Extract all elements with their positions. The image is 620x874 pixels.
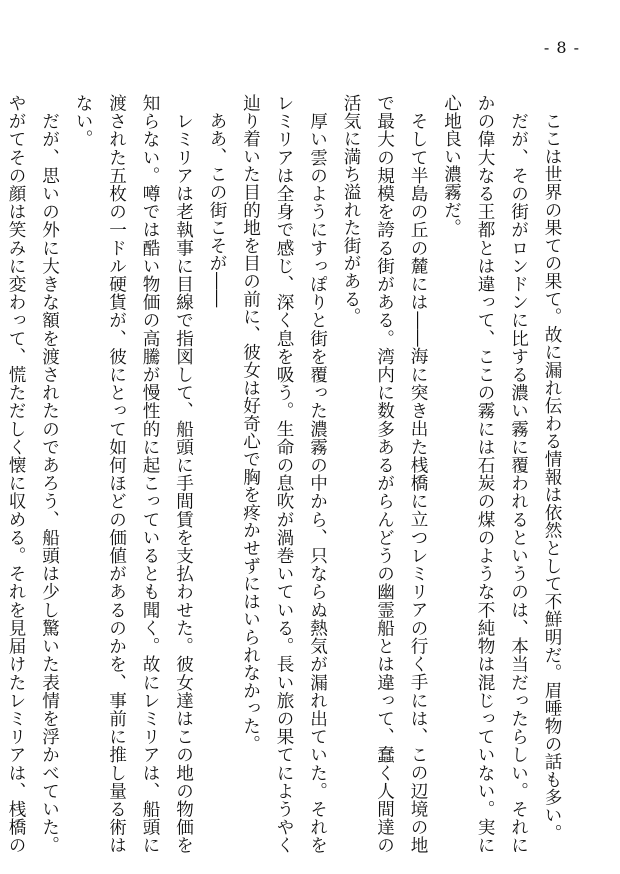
paragraph-2: だが、その街がロンドンに比する濃い霧に覆われるというのは、本当だったらしい。それにかの偉大なる王都とは違って、ここの霧には石炭の煤のような不純物は混じっていない。実に心地良い濃霧だ。: [441, 94, 529, 854]
paragraph-6: レミリアは老執事に目線で指図して、船頭に手間賃を支払わせた。彼女達はこの地の物価を知らない。噂では酷い物価の高騰が慢性的に起こっているとも聞く。故にレミリアは、船頭に渡された五枚の一ドル硬貨が、彼にとって如何ほどの価値があるのかを、事前に推し量る術はない。: [73, 94, 194, 854]
vertical-text-body: [6, 94, 568, 854]
paragraph-4: 厚い雲のようにすっぽりと街を覆った濃霧の中から、只ならぬ熱気が漏れ出ていた。それをレミリアは全身で感じ、深く息を吸う。生命の息吹が渦巻いている。長い旅の果てにようやく辿り着いた目的地を目の前に、彼女は好奇心で胸を疼かせずにはいられなかった。: [240, 94, 328, 854]
paragraph-1: ここは世界の果ての果て。故に漏れ伝わる情報は依然として不鮮明だ。眉唾物の話も多い。: [542, 94, 562, 842]
paragraph-3: そして半島の丘の麓には――海に突き出た桟橋に立つレミリアの行く手には、この辺境の地で最大の規模を誇る街がある。湾内に数多あるがらんどうの幽霊船とは違って、蠢く人間達の活気に満ち溢れた街がある。: [341, 94, 428, 854]
page-number: - 8 -: [543, 38, 580, 57]
paragraph-7: だが、思いの外に大きな額を渡されたのであろう、船頭は少し驚いた表情を浮かべていた。やがてその顔は笑みに変わって、慌ただしく懐に収める。それを見届けたレミリアは、桟橋の: [6, 94, 60, 854]
paragraph-5: ああ、この街こそが――: [207, 94, 227, 308]
